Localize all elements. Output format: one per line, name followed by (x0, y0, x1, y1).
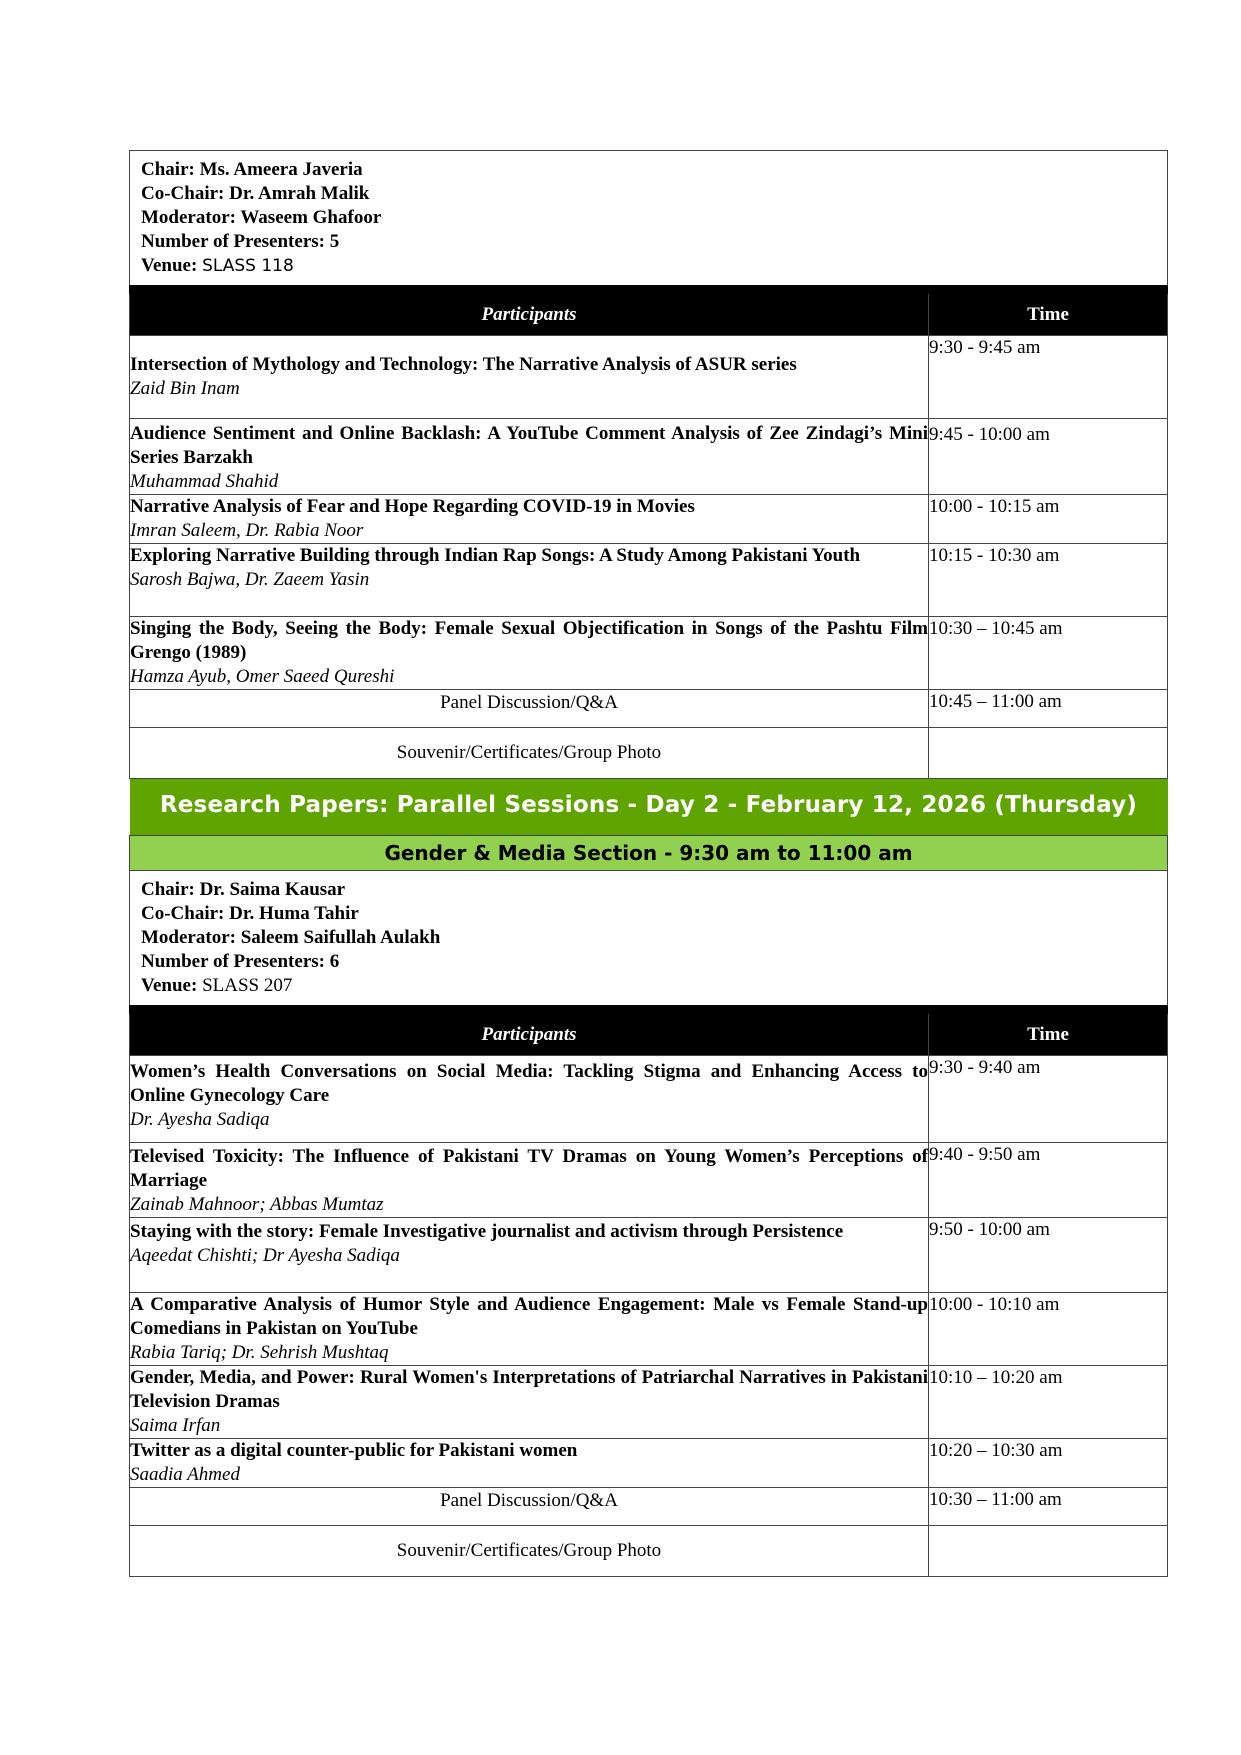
paper-title: Audience Sentiment and Online Backlash: A YouTube Comment Analysis of Zee Zindagi’s Mini Series Barzakh (130, 423, 928, 468)
paper-authors: Zaid Bin Inam (130, 378, 240, 399)
panel-label: Panel Discussion/Q&A (130, 1488, 929, 1526)
souvenir-row (130, 1526, 1168, 1577)
paper-title: Narrative Analysis of Fear and Hope Regarding COVID-19 in Movies (130, 496, 695, 517)
souvenir-label: Souvenir/Certificates/Group Photo (130, 1526, 929, 1577)
paper-title: A Comparative Analysis of Humor Style and Audience Engagement: Male vs Female Stand-up Comedians in Pakistan on YouTube (130, 1294, 928, 1339)
paper-title: Singing the Body, Seeing the Body: Female Sexual Objectification in Songs of the Pashtu Film Grengo (1989) (130, 618, 928, 663)
venue-label: Venue: (141, 975, 198, 996)
panel-time: 10:30 – 11:00 am (929, 1488, 1168, 1526)
time-header: Time (929, 290, 1168, 336)
slot-time: 9:30 - 9:45 am (929, 336, 1168, 419)
slot-time: 9:50 - 10:00 am (929, 1218, 1168, 1293)
table-row (130, 1143, 1168, 1218)
table-row (130, 336, 1168, 419)
table-row (130, 544, 1168, 617)
chair: Chair: Ms. Ameera Javeria (141, 159, 363, 180)
panel-time: 10:45 – 11:00 am (929, 690, 1168, 728)
venue (141, 254, 1156, 278)
paper-authors: Saima Irfan (130, 1415, 221, 1436)
souvenir-time (929, 728, 1168, 779)
paper-authors: Saadia Ahmed (130, 1464, 240, 1485)
venue-label: Venue: (141, 255, 198, 276)
table-row (130, 1056, 1168, 1143)
panel-label: Panel Discussion/Q&A (130, 690, 929, 728)
souvenir-row (130, 728, 1168, 779)
slot-time: 10:10 – 10:20 am (929, 1366, 1168, 1439)
paper-title: Women’s Health Conversations on Social Media: Tackling Stigma and Enhancing Access to Online Gynecology Care (130, 1061, 928, 1106)
section-title: Gender & Media Section - 9:30 am to 11:00 am (130, 836, 1168, 871)
paper-title: Televised Toxicity: The Influence of Pakistani TV Dramas on Young Women’s Perceptions of Marriage (130, 1146, 928, 1191)
time-header: Time (929, 1010, 1168, 1056)
table-row (130, 1439, 1168, 1488)
presenter-count: Number of Presenters: 5 (141, 231, 340, 252)
paper-authors: Imran Saleem, Dr. Rabia Noor (130, 520, 364, 541)
slot-time: 10:20 – 10:30 am (929, 1439, 1168, 1488)
co-chair: Co-Chair: Dr. Huma Tahir (141, 903, 359, 924)
slot-time: 9:40 - 9:50 am (929, 1143, 1168, 1218)
slot-time: 9:45 - 10:00 am (929, 419, 1168, 495)
panel-row (130, 1488, 1168, 1526)
slot-time: 10:30 – 10:45 am (929, 617, 1168, 690)
paper-authors: Dr. Ayesha Sadiqa (130, 1109, 270, 1130)
section-banner-row (130, 836, 1168, 871)
table-row (130, 495, 1168, 544)
souvenir-label: Souvenir/Certificates/Group Photo (130, 728, 929, 779)
paper-authors: Muhammad Shahid (130, 471, 279, 492)
paper-authors: Rabia Tariq; Dr. Sehrish Mushtaq (130, 1342, 389, 1363)
session2-info (130, 871, 1167, 1004)
participants-header: Participants (130, 1010, 929, 1056)
chair: Chair: Dr. Saima Kausar (141, 879, 346, 900)
slot-time: 10:00 - 10:15 am (929, 495, 1168, 544)
paper-authors: Aqeedat Chishti; Dr Ayesha Sadiqa (130, 1245, 400, 1266)
paper-title: Staying with the story: Female Investigative journalist and activism through Persistence (130, 1221, 844, 1242)
session1-header-row (130, 290, 1168, 336)
venue (141, 974, 1156, 998)
co-chair: Co-Chair: Dr. Amrah Malik (141, 183, 370, 204)
slot-time: 9:30 - 9:40 am (929, 1056, 1168, 1143)
table-row (130, 617, 1168, 690)
presenter-count: Number of Presenters: 6 (141, 951, 340, 972)
venue-value: SLASS 207 (202, 975, 293, 996)
souvenir-time (929, 1526, 1168, 1577)
table-row (130, 1293, 1168, 1366)
moderator: Moderator: Waseem Ghafoor (141, 207, 382, 228)
paper-title: Twitter as a digital counter-public for Pakistani women (130, 1440, 578, 1461)
table-row (130, 1366, 1168, 1439)
paper-authors: Hamza Ayub, Omer Saeed Qureshi (130, 666, 395, 687)
session2-header-row (130, 1010, 1168, 1056)
paper-title: Exploring Narrative Building through Indian Rap Songs: A Study Among Pakistani Youth (130, 545, 861, 566)
session2-info-row (130, 871, 1168, 1010)
schedule-page (129, 150, 1167, 1577)
paper-authors: Sarosh Bajwa, Dr. Zaeem Yasin (130, 569, 370, 590)
slot-time: 10:00 - 10:10 am (929, 1293, 1168, 1366)
paper-authors: Zainab Mahnoor; Abbas Mumtaz (130, 1194, 384, 1215)
moderator: Moderator: Saleem Saifullah Aulakh (141, 927, 441, 948)
paper-title: Intersection of Mythology and Technology: The Narrative Analysis of ASUR series (130, 354, 797, 375)
venue-value: SLASS 118 (202, 256, 294, 276)
session1-info (130, 151, 1167, 284)
session1-info-row (130, 151, 1168, 290)
day-banner: Research Papers: Parallel Sessions - Day 2 - February 12, 2026 (Thursday) (130, 779, 1168, 832)
participants-header: Participants (130, 290, 929, 336)
panel-row (130, 690, 1168, 728)
table-row (130, 1218, 1168, 1293)
table-row (130, 419, 1168, 495)
paper-title: Gender, Media, and Power: Rural Women's Interpretations of Patriarchal Narratives in Pakistani Television Dramas (130, 1367, 928, 1412)
schedule-table (129, 150, 1168, 1577)
day-banner-row (130, 779, 1168, 832)
slot-time: 10:15 - 10:30 am (929, 544, 1168, 617)
